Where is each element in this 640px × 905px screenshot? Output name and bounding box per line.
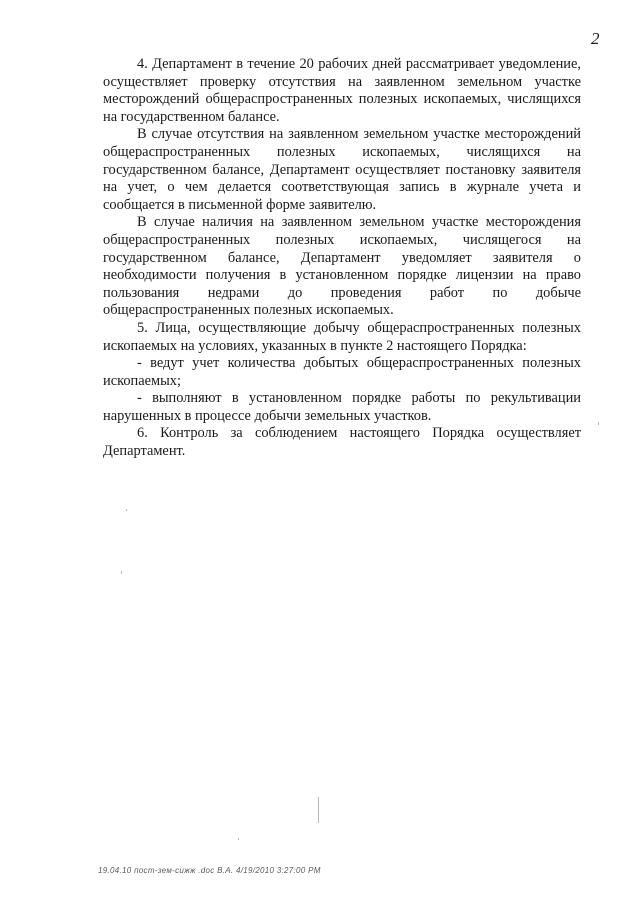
paragraph-item-5: 5. Лица, осуществляющие добычу общераспространенных полезных ископаемых на условиях, указанных в пункте 2 настоящего Порядка: xyxy=(103,319,581,354)
paragraph-item-4: 4. Департамент в течение 20 рабочих дней рассматривает уведомление, осуществляет проверку отсутствия на заявленном земельном участке месторождений общераспространенных полезных ископаемых, числящихся на государственном балансе. xyxy=(103,56,581,125)
scan-speck xyxy=(598,422,599,425)
paragraph-no-deposits: В случае отсутствия на заявленном земельном участке месторождений общераспространенных полезных ископаемых, числящихся на государственном балансе, Департамент осуществляет постановку заявителя на учет, о чем делается соответствующая запись в журнале учета и сообщается в письменной форме заявителю. xyxy=(103,126,581,213)
list-item-recultivation: - выполняют в установленном порядке работы по рекультивации нарушенных в процессе добычи земельных участков. xyxy=(103,390,581,424)
file-info-footer: 19.04.10 пост-зем-сижж .doc В.А. 4/19/2010 3:27:00 PM xyxy=(98,866,321,875)
page-number: 2 xyxy=(591,29,600,48)
scan-speck xyxy=(126,509,127,511)
scan-speck xyxy=(238,838,239,840)
scan-speck xyxy=(318,797,319,823)
document-body xyxy=(103,56,581,461)
paragraph-item-6: 6. Контроль за соблюдением настоящего Порядка осуществляет Департамент. xyxy=(103,425,581,460)
paragraph-deposits-present: В случае наличия на заявленном земельном участке месторождения общераспространенных полезных ископаемых, числящегося на государственном балансе, Департамент уведомляет заявителя о необходимости получения в установленном порядке лицензии на право пользования недрами до проведения работ по добыче общераспространенных полезных ископаемых. xyxy=(103,214,581,319)
scan-speck xyxy=(121,571,122,574)
list-item-accounting: - ведут учет количества добытых общераспространенных полезных ископаемых; xyxy=(103,355,581,389)
